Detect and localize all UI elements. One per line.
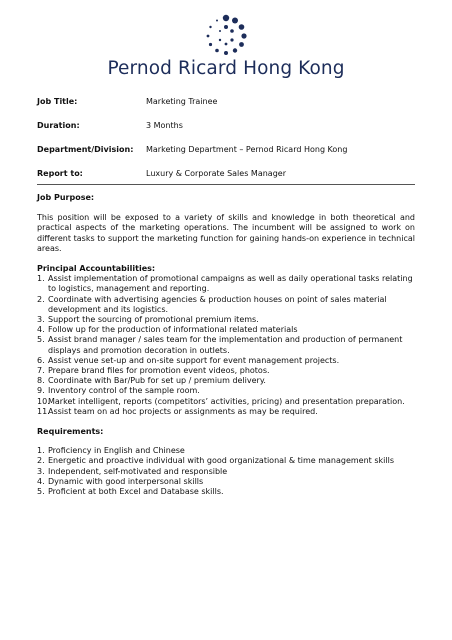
list-item	[37, 335, 415, 355]
section-divider	[37, 184, 415, 185]
info-label: Job Title:	[37, 97, 78, 106]
list-item	[37, 487, 415, 497]
list-item	[37, 456, 415, 466]
list-number: 2.	[37, 456, 45, 466]
list-item	[37, 366, 415, 376]
list-text: Coordinate with advertising agencies & production houses on point of sales material development and its logistics.	[48, 294, 387, 314]
info-label: Duration:	[37, 121, 80, 130]
list-item	[37, 315, 415, 325]
list-text: Assist brand manager / sales team for the implementation and production of permanent displays and promotion decoration in outlets.	[48, 335, 403, 355]
list-item	[37, 376, 415, 386]
list-number: 10.	[37, 396, 50, 406]
list-text: Assist implementation of promotional campaigns as well as daily operational tasks relating to logistics, management and reporting.	[48, 274, 413, 294]
company-name: Pernod Ricard Hong Kong	[107, 58, 345, 79]
list-item	[37, 274, 415, 294]
list-number: 5.	[37, 335, 45, 345]
department-row	[37, 144, 427, 155]
list-text: Market intelligent, reports (competitors’ activities, pricing) and presentation preparation.	[48, 396, 405, 406]
list-item	[37, 397, 415, 407]
list-item	[37, 325, 415, 335]
list-number: 4.	[37, 325, 45, 335]
job-title-row	[37, 96, 427, 107]
job-info-table	[37, 96, 427, 192]
requirements-heading: Requirements:	[37, 427, 104, 437]
list-number: 6.	[37, 355, 45, 365]
job-purpose-heading: Job Purpose:	[37, 193, 95, 202]
list-item	[37, 295, 415, 315]
accountabilities-heading: Principal Accountabilities:	[37, 264, 156, 274]
list-item	[37, 386, 415, 396]
accountabilities-list	[37, 274, 415, 417]
list-text: Follow up for the production of informational related materials	[48, 325, 298, 335]
list-number: 4.	[37, 476, 45, 486]
list-number: 11.	[37, 406, 50, 416]
info-value: 3 Months	[146, 121, 183, 130]
list-item	[37, 356, 415, 366]
list-text: Assist venue set-up and on-site support for event management projects.	[48, 355, 340, 365]
list-number: 8.	[37, 376, 45, 386]
list-item	[37, 467, 415, 477]
list-text: Energetic and proactive individual with good organizational & time management skills	[48, 456, 394, 466]
list-number: 9.	[37, 386, 45, 396]
list-number: 1.	[37, 446, 45, 456]
list-text: Independent, self-motivated and responsible	[48, 466, 228, 476]
list-text: Prepare brand files for promotion event videos, photos.	[48, 366, 270, 376]
list-text: Coordinate with Bar/Pub for set up / premium delivery.	[48, 376, 266, 386]
list-text: Proficiency in English and Chinese	[48, 446, 185, 456]
list-number: 2.	[37, 294, 45, 304]
company-logo	[0, 12, 452, 79]
report-to-row	[37, 168, 427, 179]
info-value: Luxury & Corporate Sales Manager	[146, 169, 286, 178]
duration-row	[37, 120, 427, 131]
list-item	[37, 446, 415, 456]
info-value: Marketing Department – Pernod Ricard Hong Kong	[146, 145, 348, 154]
job-purpose-text: This position will be exposed to a variety of skills and knowledge in both theoretical and practical aspects of the marketing operations. The incumbent will be assigned to work on different tasks to support the marketing function for gaining hands-on experience in technical areas.	[37, 213, 415, 253]
job-description-body	[37, 193, 415, 497]
pernod-ricard-star-logo-icon	[202, 12, 250, 56]
list-text: Proficient at both Excel and Database skills.	[48, 487, 224, 497]
list-item	[37, 477, 415, 487]
list-text: Assist team on ad hoc projects or assignments as may be required.	[48, 406, 318, 416]
list-text: Support the sourcing of promotional premium items.	[48, 315, 259, 325]
list-number: 5.	[37, 487, 45, 497]
list-item	[37, 407, 415, 417]
list-number: 3.	[37, 315, 45, 325]
list-text: Inventory control of the sample room.	[48, 386, 200, 396]
info-value: Marketing Trainee	[146, 97, 218, 106]
info-label: Department/Division:	[37, 145, 134, 154]
info-label: Report to:	[37, 169, 83, 178]
list-number: 1.	[37, 274, 45, 284]
list-number: 3.	[37, 466, 45, 476]
requirements-list	[37, 446, 415, 497]
list-text: Dynamic with good interpersonal skills	[48, 476, 204, 486]
list-number: 7.	[37, 366, 45, 376]
